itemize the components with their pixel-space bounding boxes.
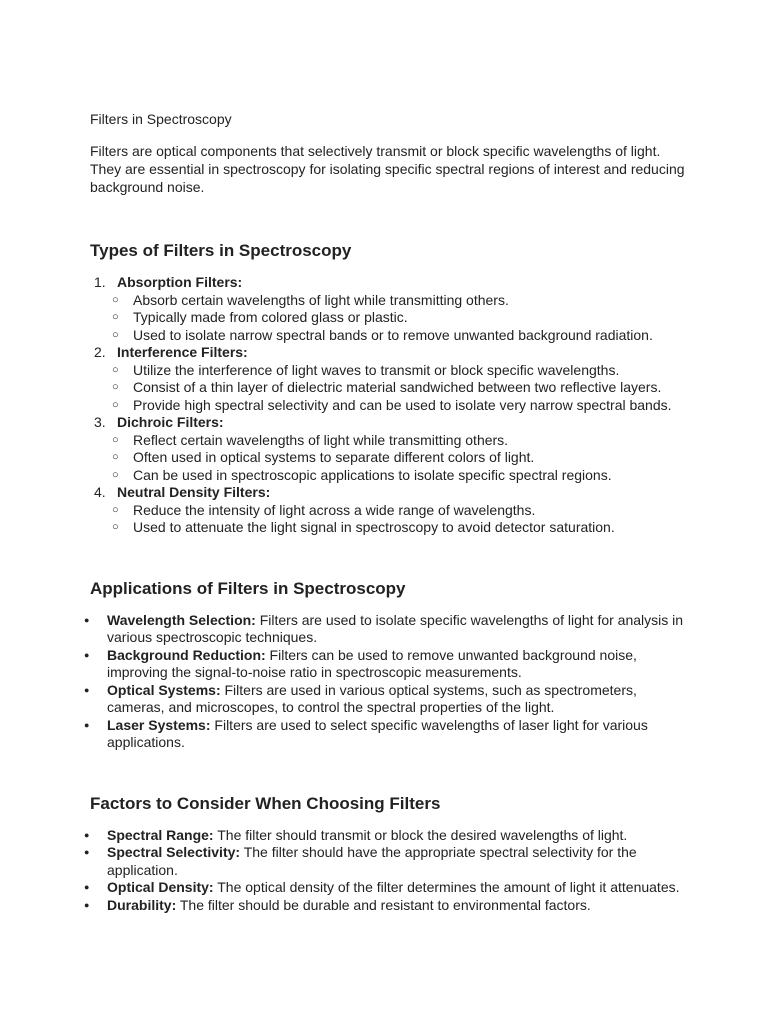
type-item-absorption [90, 274, 690, 344]
term-description: The filter should have the appropriate spectral selectivity for the application. [107, 844, 637, 878]
sub-list [117, 502, 690, 537]
list-number: 3. [94, 414, 106, 430]
term-description: Filters can be used to remove unwanted background noise, improving the signal-to-noise ratio in spectroscopic measurements. [107, 646, 637, 680]
type-item-dichroic [90, 414, 690, 484]
term-label: Optical Systems: [107, 681, 221, 698]
sub-list-item: ○ Consist of a thin layer of dielectric material sandwiched between two reflective layers. [117, 379, 690, 397]
term-description: The filter should be durable and resistant to environmental factors. [176, 896, 591, 913]
document-title: Filters in Spectroscopy [90, 111, 232, 127]
sub-list-item: ○ Provide high spectral selectivity and can be used to isolate very narrow spectral bands. [117, 397, 690, 415]
list-number: 4. [94, 484, 106, 500]
intro-paragraph: Filters are optical components that selectively transmit or block specific wavelengths of light. They are essential in spectroscopy for isolating specific spectral regions of interest and reducing background noise. [90, 143, 685, 195]
sub-list-item: ○ Utilize the interference of light waves to transmit or block specific wavelengths. [117, 362, 690, 380]
sub-list [117, 432, 690, 485]
applications-list [90, 612, 690, 752]
type-item-neutral-density [90, 484, 690, 537]
type-name: Dichroic Filters: [117, 414, 224, 430]
type-name: Absorption Filters: [117, 274, 243, 290]
types-heading: Types of Filters in Spectroscopy [90, 241, 352, 260]
sub-list-item: ○ Absorb certain wavelengths of light while transmitting others. [117, 292, 690, 310]
list-item [90, 612, 692, 647]
list-item [90, 647, 692, 682]
term-label: Spectral Selectivity: [107, 844, 241, 860]
type-name: Interference Filters: [117, 344, 248, 360]
list-item [90, 827, 692, 845]
list-item [90, 717, 692, 752]
sub-list [117, 362, 690, 415]
sub-list-item: ○ Reduce the intensity of light across a wide range of wavelengths. [117, 502, 690, 520]
term-description: The optical density of the filter determines the amount of light it attenuates. [213, 879, 680, 895]
sub-list-item: ○ Can be used in spectroscopic applications to isolate specific spectral regions. [117, 467, 690, 485]
sub-list-item: ○ Used to isolate narrow spectral bands or to remove unwanted background radiation. [117, 327, 690, 345]
list-item [90, 682, 692, 717]
list-number: 2. [94, 344, 106, 360]
sub-list-item: ○ Reflect certain wavelengths of light while transmitting others. [117, 432, 690, 450]
factors-list [90, 827, 690, 915]
term-label: Wavelength Selection: [107, 611, 256, 628]
document-page [90, 110, 690, 914]
term-label: Durability: [107, 896, 177, 913]
list-item [90, 879, 692, 897]
term-description: The filter should transmit or block the desired wavelengths of light. [213, 826, 628, 843]
term-label: Background Reduction: [107, 646, 266, 663]
sub-list [117, 292, 690, 345]
types-list [90, 274, 690, 537]
sub-list-item: ○ Often used in optical systems to separate different colors of light. [117, 449, 690, 467]
factors-heading: Factors to Consider When Choosing Filters [90, 793, 441, 813]
type-item-interference [90, 344, 690, 414]
sub-list-item: ○ Used to attenuate the light signal in spectroscopy to avoid detector saturation. [117, 519, 690, 537]
term-description: Filters are used in various optical systems, such as spectrometers, cameras, and microscopes, to control the spectral properties of the light. [107, 681, 637, 715]
applications-heading: Applications of Filters in Spectroscopy [90, 578, 406, 598]
type-name: Neutral Density Filters: [117, 484, 271, 500]
term-label: Optical Density: [107, 879, 214, 895]
term-description: Filters are used to select specific wavelengths of laser light for various applications. [107, 716, 648, 750]
sub-list-item: ○ Typically made from colored glass or plastic. [117, 309, 690, 327]
term-label: Spectral Range: [107, 826, 214, 843]
list-item [90, 844, 692, 879]
list-item [90, 897, 692, 915]
list-number: 1. [94, 274, 106, 290]
term-description: Filters are used to isolate specific wavelengths of light for analysis in various spectroscopic techniques. [107, 611, 684, 645]
term-label: Laser Systems: [107, 716, 211, 733]
